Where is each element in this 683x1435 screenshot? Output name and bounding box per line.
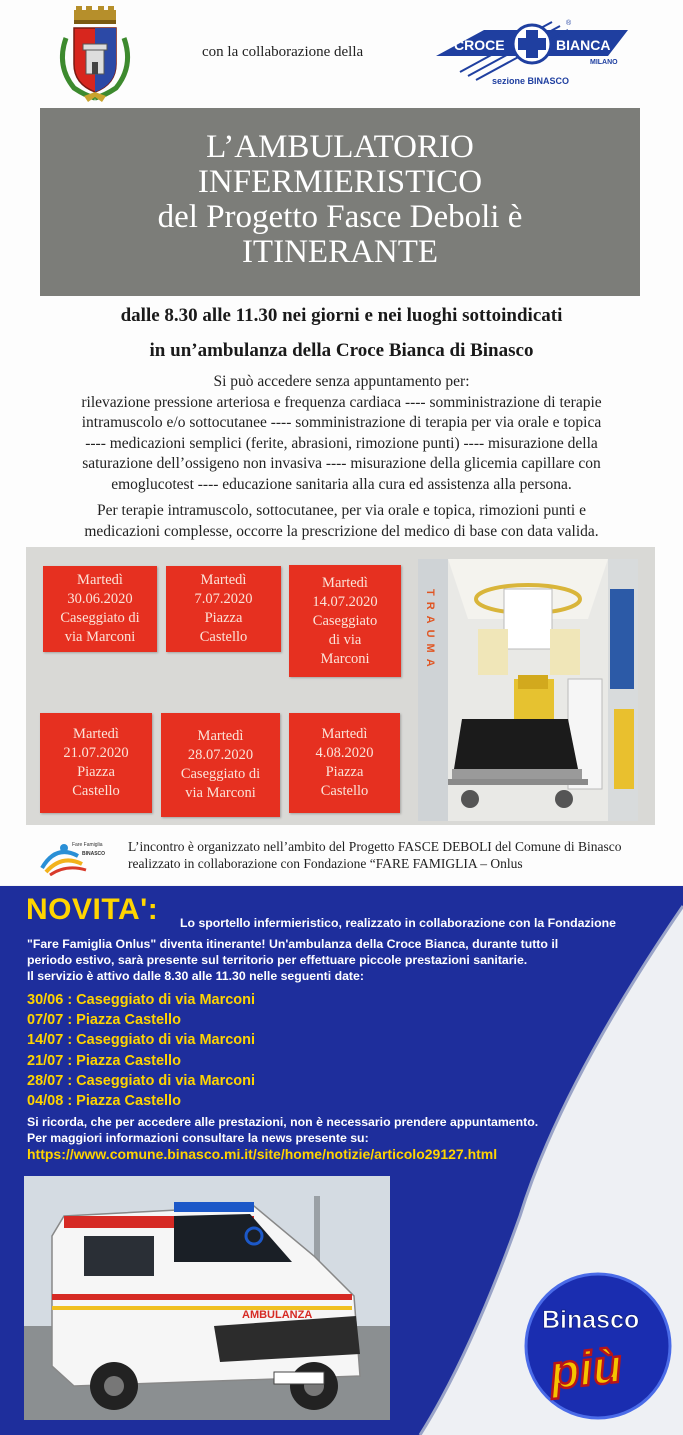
news-note bbox=[27, 1114, 627, 1146]
services-intro: Si può accedere senza appuntamento per: bbox=[213, 373, 470, 390]
news-intro-line-4: Il servizio è attivo dalle 8.30 alle 11.30 nelle seguenti date: bbox=[27, 969, 364, 983]
schedule-tile bbox=[161, 713, 280, 817]
schedule-tile bbox=[289, 565, 401, 677]
title-line-4: ITINERANTE bbox=[241, 234, 439, 270]
title-line-3: del Progetto Fasce Deboli è bbox=[157, 199, 523, 235]
tile-day: Martedì bbox=[322, 574, 368, 591]
schedule-tile bbox=[43, 566, 157, 652]
tile-day: Martedì bbox=[73, 726, 119, 742]
news-date-list bbox=[27, 990, 255, 1111]
cb-name-left: CROCE bbox=[454, 37, 505, 53]
ff-line-2: BINASCO bbox=[82, 851, 106, 857]
ff-line-1: Fare Famiglia bbox=[72, 842, 103, 848]
news-note-line-2: Per maggiori informazioni consultare la news presente su: bbox=[27, 1131, 369, 1145]
tile-place: Caseggiato di bbox=[60, 610, 140, 626]
tile-place: Caseggiato di bbox=[180, 766, 261, 782]
tile-date: 7.07.2020 bbox=[194, 591, 253, 607]
news-intro bbox=[27, 936, 627, 984]
services-line-2: intramuscolo e/o sottocutanee ---- somministrazione di terapia per via orale e topica bbox=[81, 414, 602, 431]
cb-city: MILANO bbox=[590, 59, 618, 66]
news-date-item: 30/06 : Caseggiato di via Marconi bbox=[27, 992, 256, 1008]
tile-date: 30.06.2020 bbox=[67, 591, 133, 607]
tile-day: Martedì bbox=[197, 728, 244, 744]
vehicle-subtitle: in un’ambulanza della Croce Bianca di Binasco bbox=[149, 340, 534, 361]
tile-date: 28.07.2020 bbox=[187, 747, 254, 763]
organization-line-1: L’incontro è organizzato nell’ambito del Progetto FASCE DEBOLI del Comune di Binasco bbox=[128, 839, 622, 854]
tile-date: 14.07.2020 bbox=[312, 593, 378, 610]
cb-name-right: BIANCA bbox=[556, 37, 611, 53]
binasco-crest-icon bbox=[52, 4, 138, 104]
tile-place: Caseggiato bbox=[312, 612, 378, 629]
tile-place: di via bbox=[328, 631, 362, 648]
news-heading: NOVITA': bbox=[26, 893, 159, 926]
bp-line-2: più bbox=[547, 1339, 625, 1400]
news-intro-line-1: Lo sportello infermieristico, realizzato in collaborazione con la Fondazione bbox=[180, 916, 616, 930]
title-line-2: INFERMIERISTICO bbox=[197, 164, 483, 200]
news-note-line-1: Si ricorda, che per accedere alle prestazioni, non è necessario prendere appuntamento. bbox=[27, 1115, 539, 1129]
prescription-paragraph bbox=[40, 501, 643, 542]
tile-date: 21.07.2020 bbox=[63, 745, 129, 761]
tile-place: Piazza bbox=[204, 610, 243, 626]
tile-place: via Marconi bbox=[185, 785, 256, 801]
news-date-item: 07/07 : Piazza Castello bbox=[27, 1012, 181, 1029]
news-date-item: 14/07 : Caseggiato di via Marconi bbox=[27, 1032, 256, 1049]
services-line-4: saturazione dell’ossigeno non invasiva ---- misurazione della glicemia capillare con bbox=[82, 455, 601, 472]
prescription-line-1: Per terapie intramuscolo, sottocutanee, per via orale e topica, rimozioni punti e bbox=[97, 502, 586, 519]
title-box bbox=[40, 108, 640, 296]
tile-place: Castello bbox=[72, 783, 120, 799]
organization-note bbox=[128, 838, 622, 872]
title-line-1: L’AMBULATORIO bbox=[206, 129, 474, 165]
services-line-3: ---- medicazioni semplici (ferite, abrasioni, rimozione punti) ---- misurazione della bbox=[85, 434, 598, 452]
news-link[interactable]: https://www.comune.binasco.mi.it/site/home/notizie/articolo29127.html bbox=[27, 1146, 498, 1162]
organization-line-2: realizzato in collaborazione con Fondazione “FARE FAMIGLIA – Onlus bbox=[128, 856, 523, 871]
services-line-5: emoglucotest ---- educazione sanitaria alla cura ed assistenza alla persona. bbox=[111, 475, 572, 493]
services-paragraph bbox=[40, 372, 643, 495]
tile-place: Piazza bbox=[325, 764, 364, 780]
hours-subtitle: dalle 8.30 alle 11.30 nei giorni e nei luoghi sottoindicati bbox=[120, 305, 563, 326]
ambulance-side-label: AMBULANZA bbox=[242, 1309, 313, 1321]
cb-section: sezione BINASCO bbox=[492, 76, 570, 86]
schedule-tile bbox=[166, 566, 281, 652]
bp-line-1: Binasco bbox=[542, 1306, 640, 1334]
tile-day: Martedì bbox=[321, 726, 368, 742]
ambulance-photo bbox=[24, 1176, 390, 1420]
collaboration-text: con la collaborazione della bbox=[202, 44, 364, 60]
tile-place: Castello bbox=[320, 783, 369, 799]
binasco-piu-logo bbox=[522, 1270, 674, 1420]
prescription-line-2: medicazioni complesse, occorre la prescrizione del medico di base con data valida. bbox=[84, 522, 599, 540]
tile-day: Martedì bbox=[77, 572, 123, 588]
tile-place: Castello bbox=[199, 629, 248, 645]
cb-registered: ® bbox=[566, 20, 572, 27]
trauma-label: TRAUMA bbox=[424, 589, 436, 673]
services-line-1: rilevazione pressione arteriosa e frequenza cardiaca ---- somministrazione di terapie bbox=[81, 393, 602, 411]
news-date-item: 04/08 : Piazza Castello bbox=[27, 1093, 181, 1110]
news-intro-line-2: "Fare Famiglia Onlus" diventa itinerante! Un'ambulanza della Croce Bianca, durante tutto il bbox=[27, 937, 559, 951]
croce-bianca-logo bbox=[432, 18, 632, 90]
tile-place: Piazza bbox=[77, 764, 115, 780]
news-date-item: 28/07 : Caseggiato di via Marconi bbox=[27, 1072, 256, 1089]
news-intro-line-3: periodo estivo, sarà presente sul territorio per effettuare piccole prestazioni sanitarie. bbox=[27, 953, 528, 967]
ambulance-interior-image bbox=[418, 559, 638, 821]
tile-date: 4.08.2020 bbox=[315, 745, 374, 761]
schedule-tile bbox=[289, 713, 400, 813]
fare-famiglia-logo bbox=[38, 838, 108, 876]
tile-place: Marconi bbox=[320, 650, 370, 667]
tile-place: via Marconi bbox=[64, 629, 136, 645]
news-date-item: 21/07 : Piazza Castello bbox=[27, 1052, 181, 1069]
tile-day: Martedì bbox=[200, 572, 247, 588]
schedule-tile bbox=[40, 713, 152, 813]
